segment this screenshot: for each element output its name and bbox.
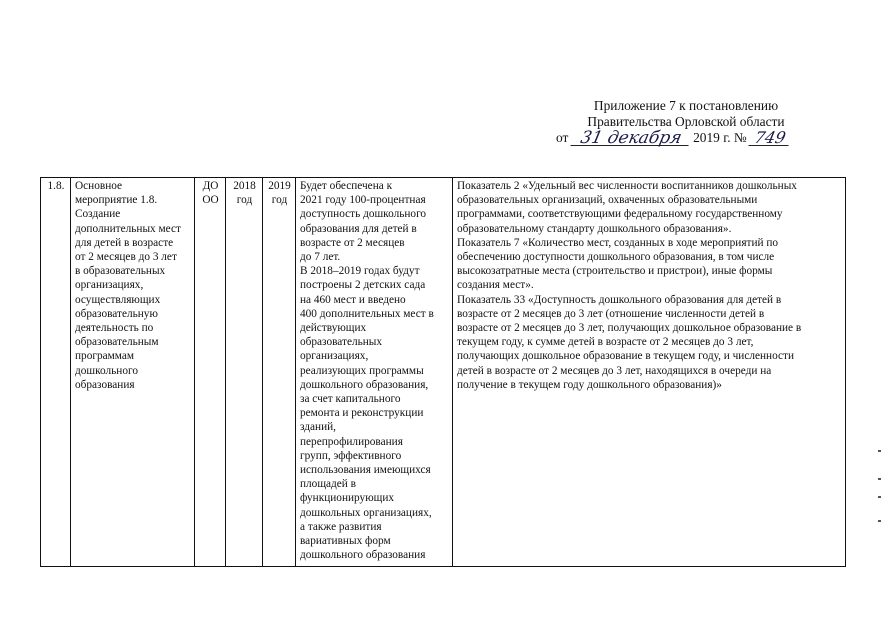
indicator-line: детей в возрасте от 2 месяцев до 3 лет, находящихся в очереди на [457,364,772,377]
indicator-line: текущем году, к сумме детей в возрасте от 2 месяцев до 3 лет, [457,336,754,349]
result-line: действующих [300,322,367,335]
expected-result-text [300,179,449,562]
measure-line: для детей в возрасте [75,236,174,249]
result-line: 2021 году 100-процентная [300,194,426,207]
result-line: построены 2 детских сада [300,279,426,292]
result-line: образовательных [300,336,383,349]
indicators-text [457,179,842,392]
scan-mark [878,450,881,452]
measure-line: Основное [75,180,123,192]
end-year-text [267,179,292,207]
indicator-line: программами, соответствующими федеральному государственному [457,208,783,221]
appendix-authority: Правительства Орловской области [587,114,785,129]
executor-line: ДО [202,180,219,192]
executor-text [199,179,222,207]
executor-line: ОО [202,194,219,207]
table-row [41,178,846,567]
appendix-date-line [556,130,816,146]
result-line: перепрофилирования [300,435,403,448]
result-line: до 7 лет. [300,251,341,264]
result-line: вариативных форм [300,535,391,548]
result-line: площадей в [300,478,357,491]
result-line: за счет капитального [300,393,401,406]
measure-cell [71,178,195,567]
document-header [556,98,816,146]
indicator-line: образовательному стандарту дошкольного образования». [457,222,732,235]
scan-mark [878,520,881,522]
indicator-line: Показатель 7 «Количество мест, созданных в ходе мероприятий по [457,236,779,249]
indicator-line: получение в текущем году дошкольного образования)» [457,378,722,391]
row-number: 1.8. [41,178,71,567]
measure-line: программам [75,350,135,363]
result-line: дошкольного образования, [300,378,429,391]
indicator-line: образовательных организаций, охваченных образовательными [457,194,758,207]
result-line: а также развития [300,520,382,533]
result-line: доступность дошкольного [300,208,427,221]
result-line: зданий, [300,421,336,434]
measure-line: дошкольного [75,364,138,377]
measure-text [75,179,191,392]
date-year: 2019 г. № [693,130,747,145]
end-year-line: 2019 [268,180,291,192]
scan-mark [878,496,881,498]
result-line: возрасте от 2 месяцев [300,236,405,249]
date-prefix: от [556,130,569,145]
indicator-line: получающих дошкольное образование в текущем году, и численности [457,350,795,363]
indicators-cell [453,178,846,567]
measure-line: осуществляющих [75,293,161,306]
measure-line: в образовательных [75,265,166,278]
executor-cell [195,178,226,567]
start-year-cell [226,178,263,567]
start-year-text [230,179,259,207]
result-line: использования имеющихся [300,464,431,477]
result-line: групп, эффективного [300,449,402,462]
result-line: Будет обеспечена к [300,180,393,192]
measure-line: от 2 месяцев до 3 лет [75,251,177,264]
end-year-cell [263,178,296,567]
start-year-line: 2018 [233,180,256,192]
measure-line: образовательным [75,336,159,349]
result-line: дошкольного образования [300,549,426,562]
indicator-line: возрасте от 2 месяцев до 3 лет (отношение численности детей в [457,307,765,320]
measure-line: деятельность по [75,322,154,335]
result-line: 400 дополнительных мест в [300,307,434,320]
measure-line: мероприятие 1.8. [75,194,158,207]
expected-result-cell [296,178,453,567]
result-line: организациях, [300,350,369,363]
result-line: В 2018–2019 годах будут [300,265,420,278]
handwritten-number: 749 [748,131,791,146]
result-line: функционирующих [300,492,395,505]
indicator-line: создания мест». [457,279,534,292]
result-line: на 460 мест и введено [300,293,406,306]
scan-edge-marks [878,450,884,540]
scan-mark [878,478,881,480]
measure-line: образования [75,378,135,391]
indicator-line: обеспечению доступности дошкольного образования, в том числе [457,251,775,264]
start-year-line: год [236,194,253,207]
result-line: реализующих программы [300,364,424,377]
measure-line: Создание [75,208,121,221]
measure-line: дополнительных мест [75,222,181,235]
appendix-title: Приложение 7 к постановлению [593,98,779,113]
indicator-line: Показатель 2 «Удельный вес численности воспитанников дошкольных [457,180,797,192]
handwritten-date: 31 декабря [570,131,691,146]
indicator-line: возрасте от 2 месяцев до 3 лет, получающих дошкольное образование в [457,322,802,335]
end-year-line: год [271,194,288,207]
indicator-line: Показатель 33 «Доступность дошкольного образования для детей в [457,293,782,306]
result-line: дошкольных организациях, [300,506,432,519]
measures-table [40,177,846,567]
result-line: образования для детей в [300,222,417,235]
measure-line: образовательную [75,307,158,320]
measure-line: организациях, [75,279,144,292]
result-line: ремонта и реконструкции [300,407,424,420]
indicator-line: высокозатратные места (строительство и пристрои), иные формы [457,265,773,278]
